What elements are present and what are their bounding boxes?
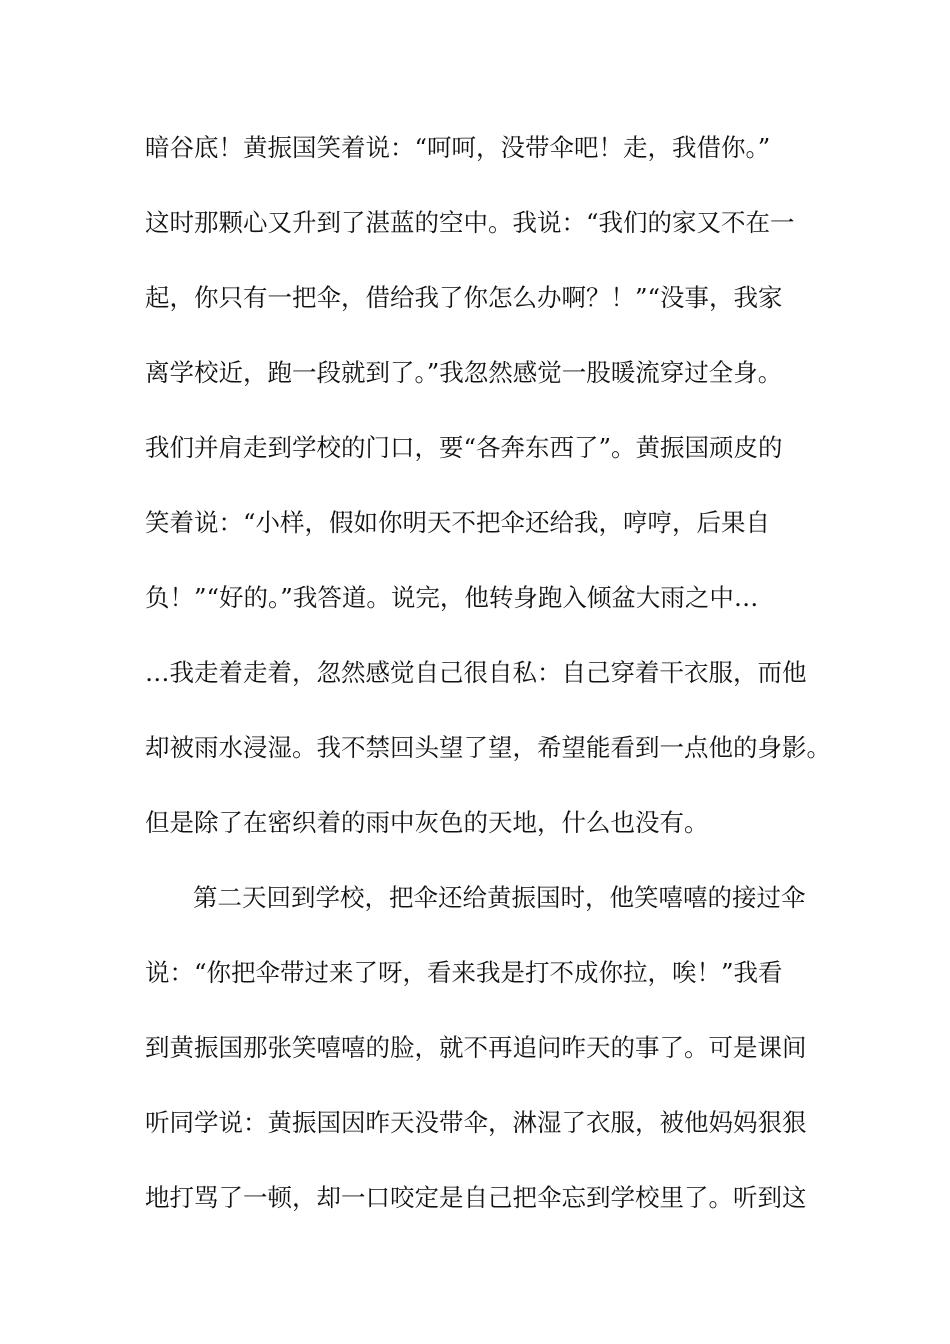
text-line: 到黄振国那张笑嘻嘻的脸，就不再追问昨天的事了。可是课间 <box>145 1033 807 1062</box>
text-line: 地打骂了一顿，却一口咬定是自己把伞忘到学校里了。听到这 <box>145 1183 807 1212</box>
text-line: 暗谷底！黄振国笑着说：“呵呵，没带伞吧！走，我借你。” <box>145 133 771 162</box>
text-line: 笑着说：“小样，假如你明天不把伞还给我，哼哼，后果自 <box>145 508 771 537</box>
text-line: 这时那颗心又升到了湛蓝的空中。我说：“我们的家又不在一 <box>145 208 795 237</box>
body-text <box>145 128 831 1253</box>
text-line: …我走着走着，忽然感觉自己很自私：自己穿着干衣服，而他 <box>145 658 807 687</box>
text-line: 离学校近，跑一段就到了。”我忽然感觉一股暖流穿过全身。 <box>145 358 783 387</box>
text-line: 听同学说：黄振国因昨天没带伞，淋湿了衣服，被他妈妈狠狠 <box>145 1108 807 1137</box>
text-line: 起，你只有一把伞，借给我了你怎么办啊？！”“没事，我家 <box>145 283 783 312</box>
text-line: 但是除了在密织着的雨中灰色的天地，什么也没有。 <box>145 808 709 837</box>
paragraph-first-line: 第二天回到学校，把伞还给黄振国时，他笑嘻嘻的接过伞 <box>193 883 806 912</box>
text-line: 负！”“好的。”我答道。说完，他转身跑入倾盆大雨之中… <box>145 583 759 612</box>
text-line: 我们并肩走到学校的门口，要“各奔东西了”。黄振国顽皮的 <box>145 433 783 462</box>
text-line: 说：“你把伞带过来了呀，看来我是打不成你拉，唉！”我看 <box>145 958 783 987</box>
text-line: 却被雨水浸湿。我不禁回头望了望，希望能看到一点他的身影。 <box>145 733 831 762</box>
